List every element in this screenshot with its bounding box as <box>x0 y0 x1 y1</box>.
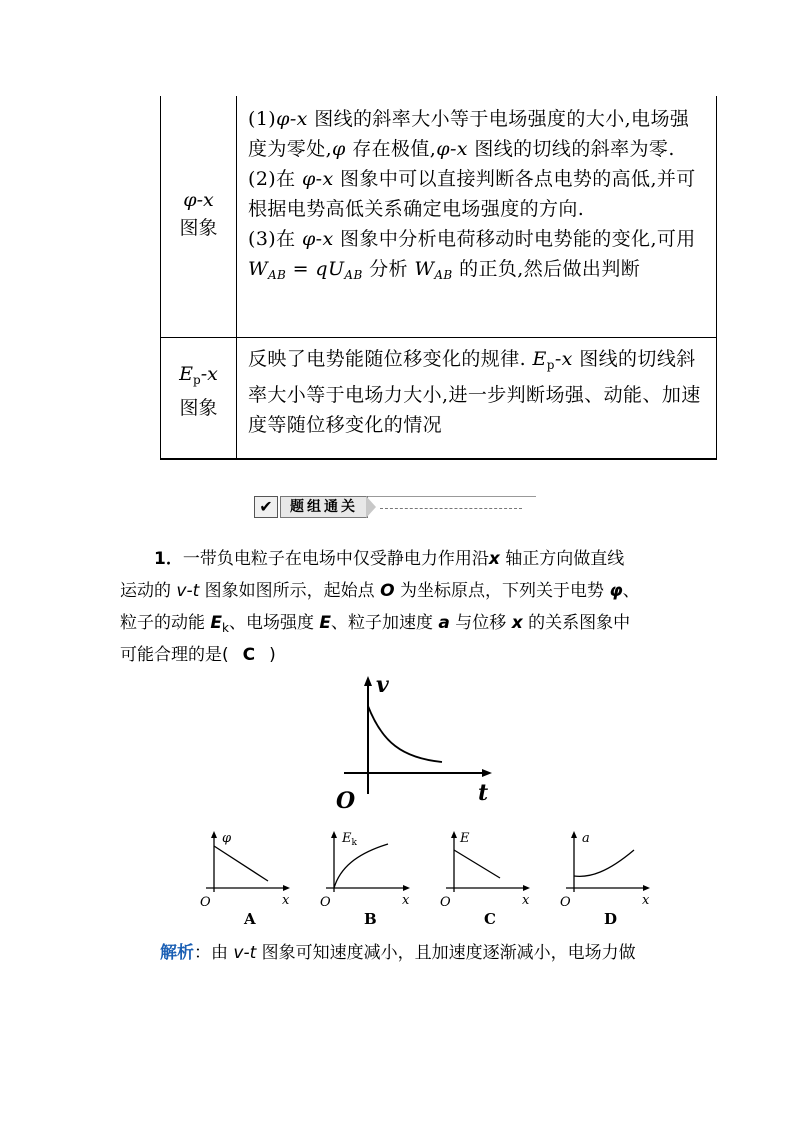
option-a-origin: O <box>200 895 211 910</box>
analysis-label: 解析 <box>160 943 194 963</box>
dashed-rule <box>380 508 522 509</box>
option-a-x-label: x <box>282 893 290 908</box>
option-b-origin: O <box>320 895 331 910</box>
option-c-y-arrow <box>451 831 457 838</box>
option-c-origin: O <box>440 895 451 910</box>
option-b-y-arrow <box>331 831 337 838</box>
table-row-ep-x <box>161 338 716 458</box>
option-c-y-label: E <box>460 831 470 846</box>
option-b-graph <box>316 828 416 932</box>
paragraph-1: (1)φ-x 图线的斜率大小等于电场强度的大小,电场强度为零处,φ 存在极值,φ-x 图线的切线的斜率为零. <box>248 108 690 160</box>
option-c-x-label: x <box>522 893 530 908</box>
vt-x-arrow <box>482 769 492 777</box>
row-content-phi-x <box>248 104 708 290</box>
option-b-x-label: x <box>402 893 410 908</box>
row-content-ep-x: 反映了电势能随位移变化的规律. $E_p-x$ 图线的切线斜率大小等于电场力大小,进一步判断场强、动能、加速度等随位移变化的情况 <box>248 348 701 436</box>
vt-origin: O <box>336 788 356 812</box>
option-d-y-arrow <box>571 831 577 838</box>
analysis-line: 解析：由 v-t 图象可知速度减小，且加速度逐渐减小，电场力做 <box>160 943 636 963</box>
vt-curve <box>368 706 442 762</box>
option-b-curve <box>334 844 388 888</box>
option-b-letter: B <box>364 910 377 928</box>
vt-y-label: v <box>376 672 389 698</box>
option-d-origin: O <box>560 895 571 910</box>
option-b-y-label: $E_k$ <box>342 831 357 848</box>
option-a-y-arrow <box>211 831 217 838</box>
section-title: 题组通关 <box>280 496 368 518</box>
arrow-icon <box>366 496 376 518</box>
option-a-x-arrow <box>283 885 290 891</box>
question-line-1: 1．一带负电粒子在电场中仅受静电力作用沿x 轴正方向做直线 <box>154 549 625 569</box>
option-a-y-label: φ <box>222 831 232 846</box>
option-c-graph <box>436 828 536 932</box>
row-label-ep-x: $E_p-x$ 图象 <box>179 363 218 419</box>
option-b-x-arrow <box>403 885 410 891</box>
table-row-phi-x <box>161 96 716 338</box>
option-d-letter: D <box>604 910 618 928</box>
option-a-letter: A <box>244 910 256 928</box>
header-rule <box>366 496 536 497</box>
answer-choice: C <box>242 645 256 665</box>
paragraph-2: (2)在 φ-x 图象中可以直接判断各点电势的高低,并可根据电势高低关系确定电场强度的方向. <box>248 168 696 220</box>
option-c-x-arrow <box>523 885 530 891</box>
question-line-3: 粒子的动能 $E_k$、电场强度 E、粒子加速度 a 与位移 x 的关系图象中 <box>120 613 631 635</box>
vt-x-label: t <box>478 780 489 806</box>
summary-table <box>160 96 717 460</box>
option-c-letter: C <box>484 910 496 928</box>
option-d-x-arrow <box>643 885 650 891</box>
row-label-phi-x: φ-x 图象 <box>179 189 218 239</box>
option-d-graph <box>556 828 656 932</box>
option-a-curve <box>214 846 268 881</box>
vt-y-arrow <box>364 676 372 686</box>
question-line-2: 运动的 v-t 图象如图所示，起始点 O 为坐标原点，下列关于电势 φ、 <box>120 581 640 601</box>
option-c-curve <box>454 850 500 878</box>
checkmark-icon: ✔ <box>254 496 278 518</box>
option-d-curve <box>574 850 634 876</box>
option-d-x-label: x <box>642 893 650 908</box>
option-d-y-label: a <box>582 831 590 846</box>
option-a-graph <box>196 828 296 932</box>
paragraph-3: (3)在 φ-x 图象中分析电荷移动时电势能的变化,可用 $W_{AB} = qU_{AB}$ 分析 $W_{AB}$ 的正负,然后做出判断 <box>248 228 696 282</box>
question-line-4: 可能合理的是( C ) <box>120 645 276 665</box>
vt-graph <box>330 672 500 812</box>
